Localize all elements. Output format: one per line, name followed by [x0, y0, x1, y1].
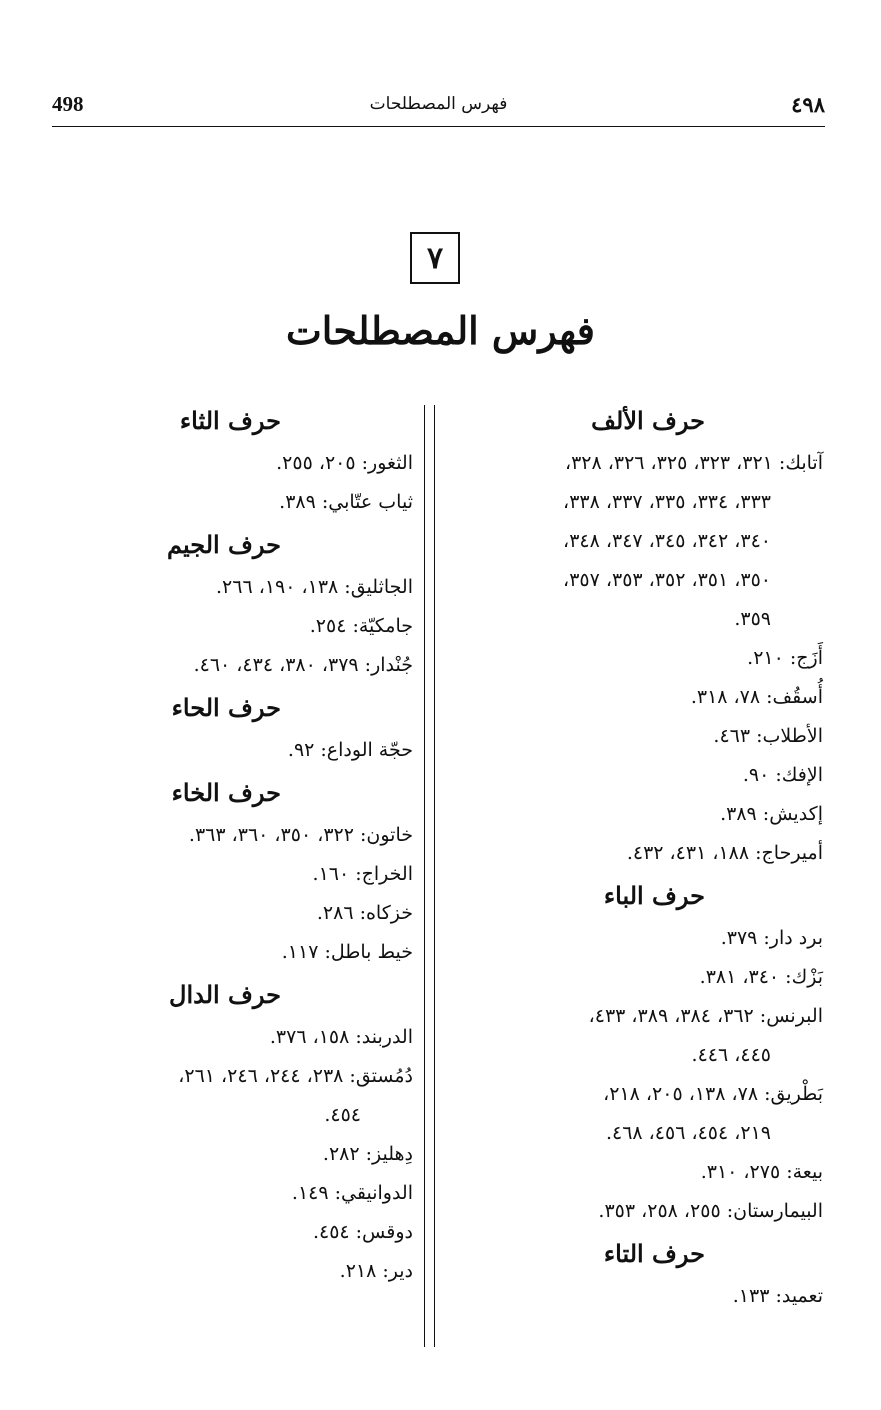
index-entry-continuation: ٢١٩، ٤٥٤، ٤٥٦، ٤٦٨.	[605, 1122, 771, 1144]
index-entry: جامكيّة: ٢٥٤.	[309, 615, 413, 637]
letter-heading: حرف الألف	[591, 406, 705, 435]
chapter-number-box	[410, 232, 460, 284]
index-entry: بَطْريق: ٧٨، ١٣٨، ٢٠٥، ٢١٨،	[603, 1083, 823, 1105]
letter-heading: حرف الجيم	[167, 530, 281, 559]
index-entry: أميرحاج: ١٨٨، ٤٣١، ٤٣٢.	[626, 842, 823, 864]
page-header	[52, 88, 825, 127]
index-entry: البيمارستان: ٢٥٥، ٢٥٨، ٣٥٣.	[598, 1200, 823, 1222]
index-entry: برد دار: ٣٧٩.	[720, 927, 823, 949]
index-entry-continuation: ٤٥٤.	[324, 1104, 361, 1126]
index-entry: ثياب عتّابي: ٣٨٩.	[279, 491, 413, 513]
letter-heading: حرف الباء	[603, 881, 705, 910]
index-entry: بيعة: ٢٧٥، ٣١٠.	[700, 1161, 823, 1183]
page-number-arabic: ٤٩٨	[791, 92, 825, 117]
index-entry: البرنس: ٣٦٢، ٣٨٤، ٣٨٩، ٤٣٣،	[588, 1005, 823, 1027]
index-entry: دوقس: ٤٥٤.	[312, 1221, 413, 1243]
index-entry-continuation: ٣٥٠، ٣٥١، ٣٥٢، ٣٥٣، ٣٥٧،	[563, 569, 771, 591]
index-entry: آتابك: ٣٢١، ٣٢٣، ٣٢٥، ٣٢٦، ٣٢٨،	[564, 452, 823, 474]
index-entry: دير: ٢١٨.	[339, 1260, 413, 1282]
index-column-left	[45, 398, 413, 1291]
letter-heading: حرف الدال	[169, 980, 281, 1009]
index-entry: إكديش: ٣٨٩.	[720, 803, 823, 825]
column-divider-right	[434, 405, 435, 1347]
index-entry-continuation: ٣٥٩.	[734, 608, 771, 630]
index-entry: الدربند: ١٥٨، ٣٧٦.	[269, 1026, 413, 1048]
letter-heading: حرف التاء	[603, 1239, 705, 1268]
column-divider-left	[424, 405, 425, 1347]
index-entry: الجاثليق: ١٣٨، ١٩٠، ٢٦٦.	[216, 576, 413, 598]
page-number-latin: 498	[52, 92, 84, 116]
index-entry: الإفك: ٩٠.	[742, 764, 823, 786]
index-entry: دُمُستق: ٢٣٨، ٢٤٤، ٢٤٦، ٢٦١،	[178, 1065, 413, 1087]
index-entry: أَزَج: ٢١٠.	[747, 647, 823, 669]
index-entry: تعميد: ١٣٣.	[732, 1285, 823, 1307]
index-entry: حجّة الوداع: ٩٢.	[287, 739, 413, 761]
index-entry: الثغور: ٢٠٥، ٢٥٥.	[276, 452, 413, 474]
index-entry-continuation: ٣٤٠، ٣٤٢، ٣٤٥، ٣٤٧، ٣٤٨،	[563, 530, 771, 552]
index-entry: دِهليز: ٢٨٢.	[322, 1143, 413, 1165]
letter-heading: حرف الثاء	[179, 406, 281, 435]
index-entry: أُسقُف: ٧٨، ٣١٨.	[690, 686, 823, 708]
index-entry-continuation: ٤٤٥، ٤٤٦.	[691, 1044, 771, 1066]
chapter-number: ٧	[426, 240, 444, 276]
index-entry: خاتون: ٣٢٢، ٣٥٠، ٣٦٠، ٣٦٣.	[188, 824, 413, 846]
letter-heading: حرف الخاء	[171, 778, 281, 807]
letter-heading: حرف الحاء	[171, 693, 281, 722]
page-title: فهرس المصطلحات	[286, 308, 595, 353]
index-entry: بَزْك: ٣٤٠، ٣٨١.	[699, 966, 823, 988]
index-entry: الأطلاب: ٤٦٣.	[713, 725, 823, 747]
index-entry: الدوانيقي: ١٤٩.	[291, 1182, 413, 1204]
index-entry: خزكاه: ٢٨٦.	[316, 902, 413, 924]
index-entry: الخراج: ١٦٠.	[312, 863, 413, 885]
index-entry-continuation: ٣٣٣، ٣٣٤، ٣٣٥، ٣٣٧، ٣٣٨،	[563, 491, 771, 513]
index-entry: جُنْدار: ٣٧٩، ٣٨٠، ٤٣٤، ٤٦٠.	[193, 654, 413, 676]
index-entry: خيط باطل: ١١٧.	[281, 941, 413, 963]
index-column-right	[457, 398, 823, 1316]
running-title: فهرس المصطلحات	[369, 94, 508, 114]
